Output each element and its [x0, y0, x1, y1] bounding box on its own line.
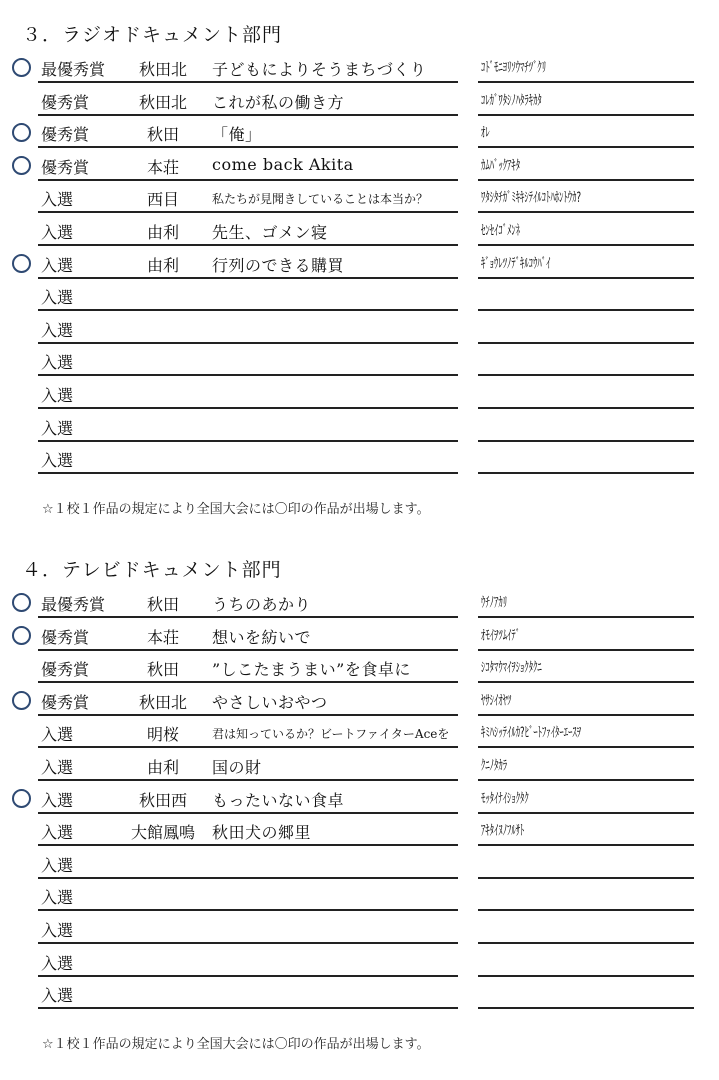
- award-label: 入選: [41, 790, 74, 810]
- kana-underline: [478, 812, 694, 814]
- entry-row: [0, 620, 719, 652]
- entry-underline: [38, 649, 458, 651]
- kana-underline: [478, 616, 694, 618]
- entry-underline: [38, 779, 458, 781]
- kana-underline: [478, 942, 694, 944]
- award-label: 入選: [41, 921, 74, 940]
- kana-underline: [478, 649, 694, 651]
- school-name: 由利: [147, 255, 180, 275]
- entry-underline: [38, 244, 458, 246]
- work-title-kana: ｼｺﾀﾏｳﾏｲｦｼｮｸﾀｸﾆ: [481, 660, 542, 677]
- section-title: ３．ラジオドキュメント部門: [22, 24, 283, 46]
- entry-row: [0, 652, 719, 684]
- kana-underline: [478, 1007, 694, 1009]
- entry-row: [0, 848, 719, 880]
- award-label: 入選: [41, 758, 74, 777]
- award-label: 優秀賞: [41, 125, 90, 145]
- kana-underline: [478, 277, 694, 279]
- kana-underline: [478, 472, 694, 474]
- entry-underline: [38, 374, 458, 376]
- kana-underline: [478, 877, 694, 879]
- work-title: うちのあかり: [212, 595, 312, 614]
- kana-underline: [478, 374, 694, 376]
- award-label: 入選: [41, 190, 74, 210]
- entry-underline: [38, 407, 458, 409]
- entry-row: [0, 182, 719, 214]
- school-name: 秋田: [147, 595, 180, 614]
- entry-underline: [38, 114, 458, 116]
- school-name: 明桜: [147, 725, 180, 745]
- entry-row: [0, 378, 719, 410]
- entry-row: [0, 913, 719, 945]
- section-title: ４．テレビドキュメント部門: [22, 559, 282, 581]
- school-name: 大館鳳鳴: [131, 823, 196, 843]
- entry-row: [0, 345, 719, 377]
- selection-note: ☆１校１作品の規定により全国大会には〇印の作品が出場します。: [42, 502, 430, 517]
- entry-underline: [38, 877, 458, 879]
- award-label: 優秀賞: [41, 92, 90, 112]
- school-name: 由利: [147, 758, 180, 777]
- entry-underline: [38, 146, 458, 148]
- entry-row: [0, 443, 719, 475]
- work-title-kana: ｳﾁﾉｱｶﾘ: [481, 595, 508, 611]
- kana-underline: [478, 179, 694, 181]
- award-label: 入選: [41, 320, 74, 340]
- entry-row: [0, 150, 719, 182]
- work-title-kana: ｵﾚ: [481, 125, 490, 142]
- work-title-kana: ﾓｯﾀｲﾅｲｼｮｸﾀｸ: [481, 790, 529, 807]
- kana-underline: [478, 844, 694, 846]
- work-title: 私たちが見聞きしていることは本当か？: [212, 192, 429, 207]
- award-label: 入選: [41, 888, 74, 908]
- work-title: 君は知っているか？ビートファイターAceを: [212, 727, 450, 742]
- award-label: 入選: [41, 386, 74, 405]
- award-label: 優秀賞: [41, 660, 90, 680]
- entry-underline: [38, 211, 458, 213]
- selection-circle-icon: [12, 593, 31, 612]
- entry-underline: [38, 909, 458, 911]
- kana-underline: [478, 146, 694, 148]
- entry-underline: [38, 681, 458, 683]
- work-title-kana: ﾔｻｼｲｵﾔﾂ: [481, 692, 512, 709]
- award-label: 入選: [41, 451, 74, 471]
- work-title: 子どもによりそうまちづくり: [212, 60, 427, 79]
- kana-underline: [478, 975, 694, 977]
- entry-underline: [38, 942, 458, 944]
- selection-circle-icon: [12, 691, 31, 710]
- entry-row: [0, 52, 719, 84]
- school-name: 西目: [147, 190, 180, 210]
- kana-underline: [478, 440, 694, 442]
- work-title-kana: ｸﾆﾉﾀｶﾗ: [481, 758, 508, 774]
- entry-row: [0, 215, 719, 247]
- entry-underline: [38, 440, 458, 442]
- kana-underline: [478, 81, 694, 83]
- kana-underline: [478, 681, 694, 683]
- award-label: 入選: [41, 953, 74, 973]
- award-label: 入選: [41, 353, 74, 373]
- kana-underline: [478, 244, 694, 246]
- award-label: 入選: [41, 288, 74, 308]
- entry-underline: [38, 277, 458, 279]
- award-label: 入選: [41, 725, 74, 745]
- kana-underline: [478, 714, 694, 716]
- entry-row: [0, 117, 719, 149]
- entry-row: [0, 248, 719, 280]
- entry-underline: [38, 975, 458, 977]
- entry-row: [0, 587, 719, 619]
- award-label: 入選: [41, 855, 74, 875]
- entry-row: [0, 880, 719, 912]
- selection-circle-icon: [12, 789, 31, 808]
- school-name: 秋田: [147, 660, 180, 680]
- award-label: 入選: [41, 823, 74, 843]
- work-title: 「俺」: [212, 125, 262, 145]
- entry-row: [0, 750, 719, 782]
- work-title: 先生、ゴメン寝: [212, 223, 328, 242]
- work-title-kana: ｺﾚｶﾞﾜﾀｼﾉﾊﾀﾗｷｶﾀ: [481, 92, 542, 109]
- kana-underline: [478, 211, 694, 213]
- entry-underline: [38, 309, 458, 311]
- entry-row: [0, 815, 719, 847]
- school-name: 本荘: [147, 627, 180, 647]
- school-name: 本荘: [147, 157, 180, 177]
- selection-circle-icon: [12, 626, 31, 645]
- entry-underline: [38, 812, 458, 814]
- entry-underline: [38, 746, 458, 748]
- entry-underline: [38, 714, 458, 716]
- entry-underline: [38, 616, 458, 618]
- work-title: 国の財: [212, 758, 262, 777]
- entry-row: [0, 685, 719, 717]
- work-title: もったいない食卓: [212, 790, 345, 810]
- selection-circle-icon: [12, 58, 31, 77]
- entry-underline: [38, 179, 458, 181]
- selection-circle-icon: [12, 254, 31, 273]
- entry-underline: [38, 472, 458, 474]
- award-label: 優秀賞: [41, 157, 90, 177]
- award-label: 最優秀賞: [41, 595, 106, 614]
- work-title-kana: ｺﾄﾞﾓﾆﾖﾘｿｳﾏﾁﾂﾞｸﾘ: [481, 60, 547, 76]
- kana-underline: [478, 114, 694, 116]
- award-label: 優秀賞: [41, 627, 90, 647]
- work-title: ”しこたまうまい”を食卓に: [212, 660, 411, 680]
- work-title: come back Akita: [212, 154, 354, 174]
- kana-underline: [478, 309, 694, 311]
- entry-row: [0, 783, 719, 815]
- entry-row: [0, 946, 719, 978]
- work-title-kana: ﾜﾀｼﾀﾁｶﾞﾐｷｷｼﾃｲﾙｺﾄﾊﾎﾝﾄｳｶ?: [481, 190, 582, 207]
- kana-underline: [478, 407, 694, 409]
- kana-underline: [478, 342, 694, 344]
- award-label: 入選: [41, 986, 74, 1006]
- selection-circle-icon: [12, 156, 31, 175]
- school-name: 秋田北: [139, 60, 188, 79]
- award-label: 最優秀賞: [41, 60, 106, 79]
- kana-underline: [478, 779, 694, 781]
- entry-row: [0, 717, 719, 749]
- entry-row: [0, 280, 719, 312]
- kana-underline: [478, 909, 694, 911]
- selection-note: ☆１校１作品の規定により全国大会には〇印の作品が出場します。: [42, 1037, 430, 1052]
- entry-underline: [38, 1007, 458, 1009]
- work-title-kana: ｵﾓｲｦﾂﾑｲﾃﾞ: [481, 627, 521, 644]
- school-name: 由利: [147, 223, 180, 242]
- work-title: 行列のできる購買: [212, 255, 345, 275]
- work-title: 秋田犬の郷里: [212, 823, 312, 843]
- work-title-kana: ｾﾝｾｲｺﾞﾒﾝﾈ: [481, 223, 521, 239]
- entry-underline: [38, 844, 458, 846]
- work-title: これが私の働き方: [212, 92, 345, 112]
- selection-circle-icon: [12, 123, 31, 142]
- work-title-kana: ｶﾑﾊﾞｯｸｱｷﾀ: [481, 157, 521, 174]
- school-name: 秋田: [147, 125, 180, 145]
- award-label: 優秀賞: [41, 692, 90, 712]
- entry-underline: [38, 342, 458, 344]
- award-label: 入選: [41, 418, 74, 438]
- entry-underline: [38, 81, 458, 83]
- entry-row: [0, 85, 719, 117]
- school-name: 秋田北: [139, 692, 188, 712]
- award-label: 入選: [41, 255, 74, 275]
- work-title-kana: ｱｷﾀｲﾇﾉﾌﾙｻﾄ: [481, 823, 525, 840]
- award-label: 入選: [41, 223, 74, 242]
- work-title-kana: ｷﾐﾊｼｯﾃｲﾙｶ?ﾋﾞｰﾄﾌｧｲﾀｰｴｰｽｦ: [481, 725, 582, 742]
- work-title: 想いを紡いで: [212, 627, 312, 647]
- work-title: やさしいおやつ: [212, 692, 328, 712]
- entry-row: [0, 313, 719, 345]
- entry-row: [0, 978, 719, 1010]
- school-name: 秋田西: [139, 790, 188, 810]
- school-name: 秋田北: [139, 92, 188, 112]
- kana-underline: [478, 746, 694, 748]
- work-title-kana: ｷﾞｮｳﾚﾂﾉﾃﾞｷﾙｺｳﾊﾞｲ: [481, 255, 551, 272]
- entry-row: [0, 411, 719, 443]
